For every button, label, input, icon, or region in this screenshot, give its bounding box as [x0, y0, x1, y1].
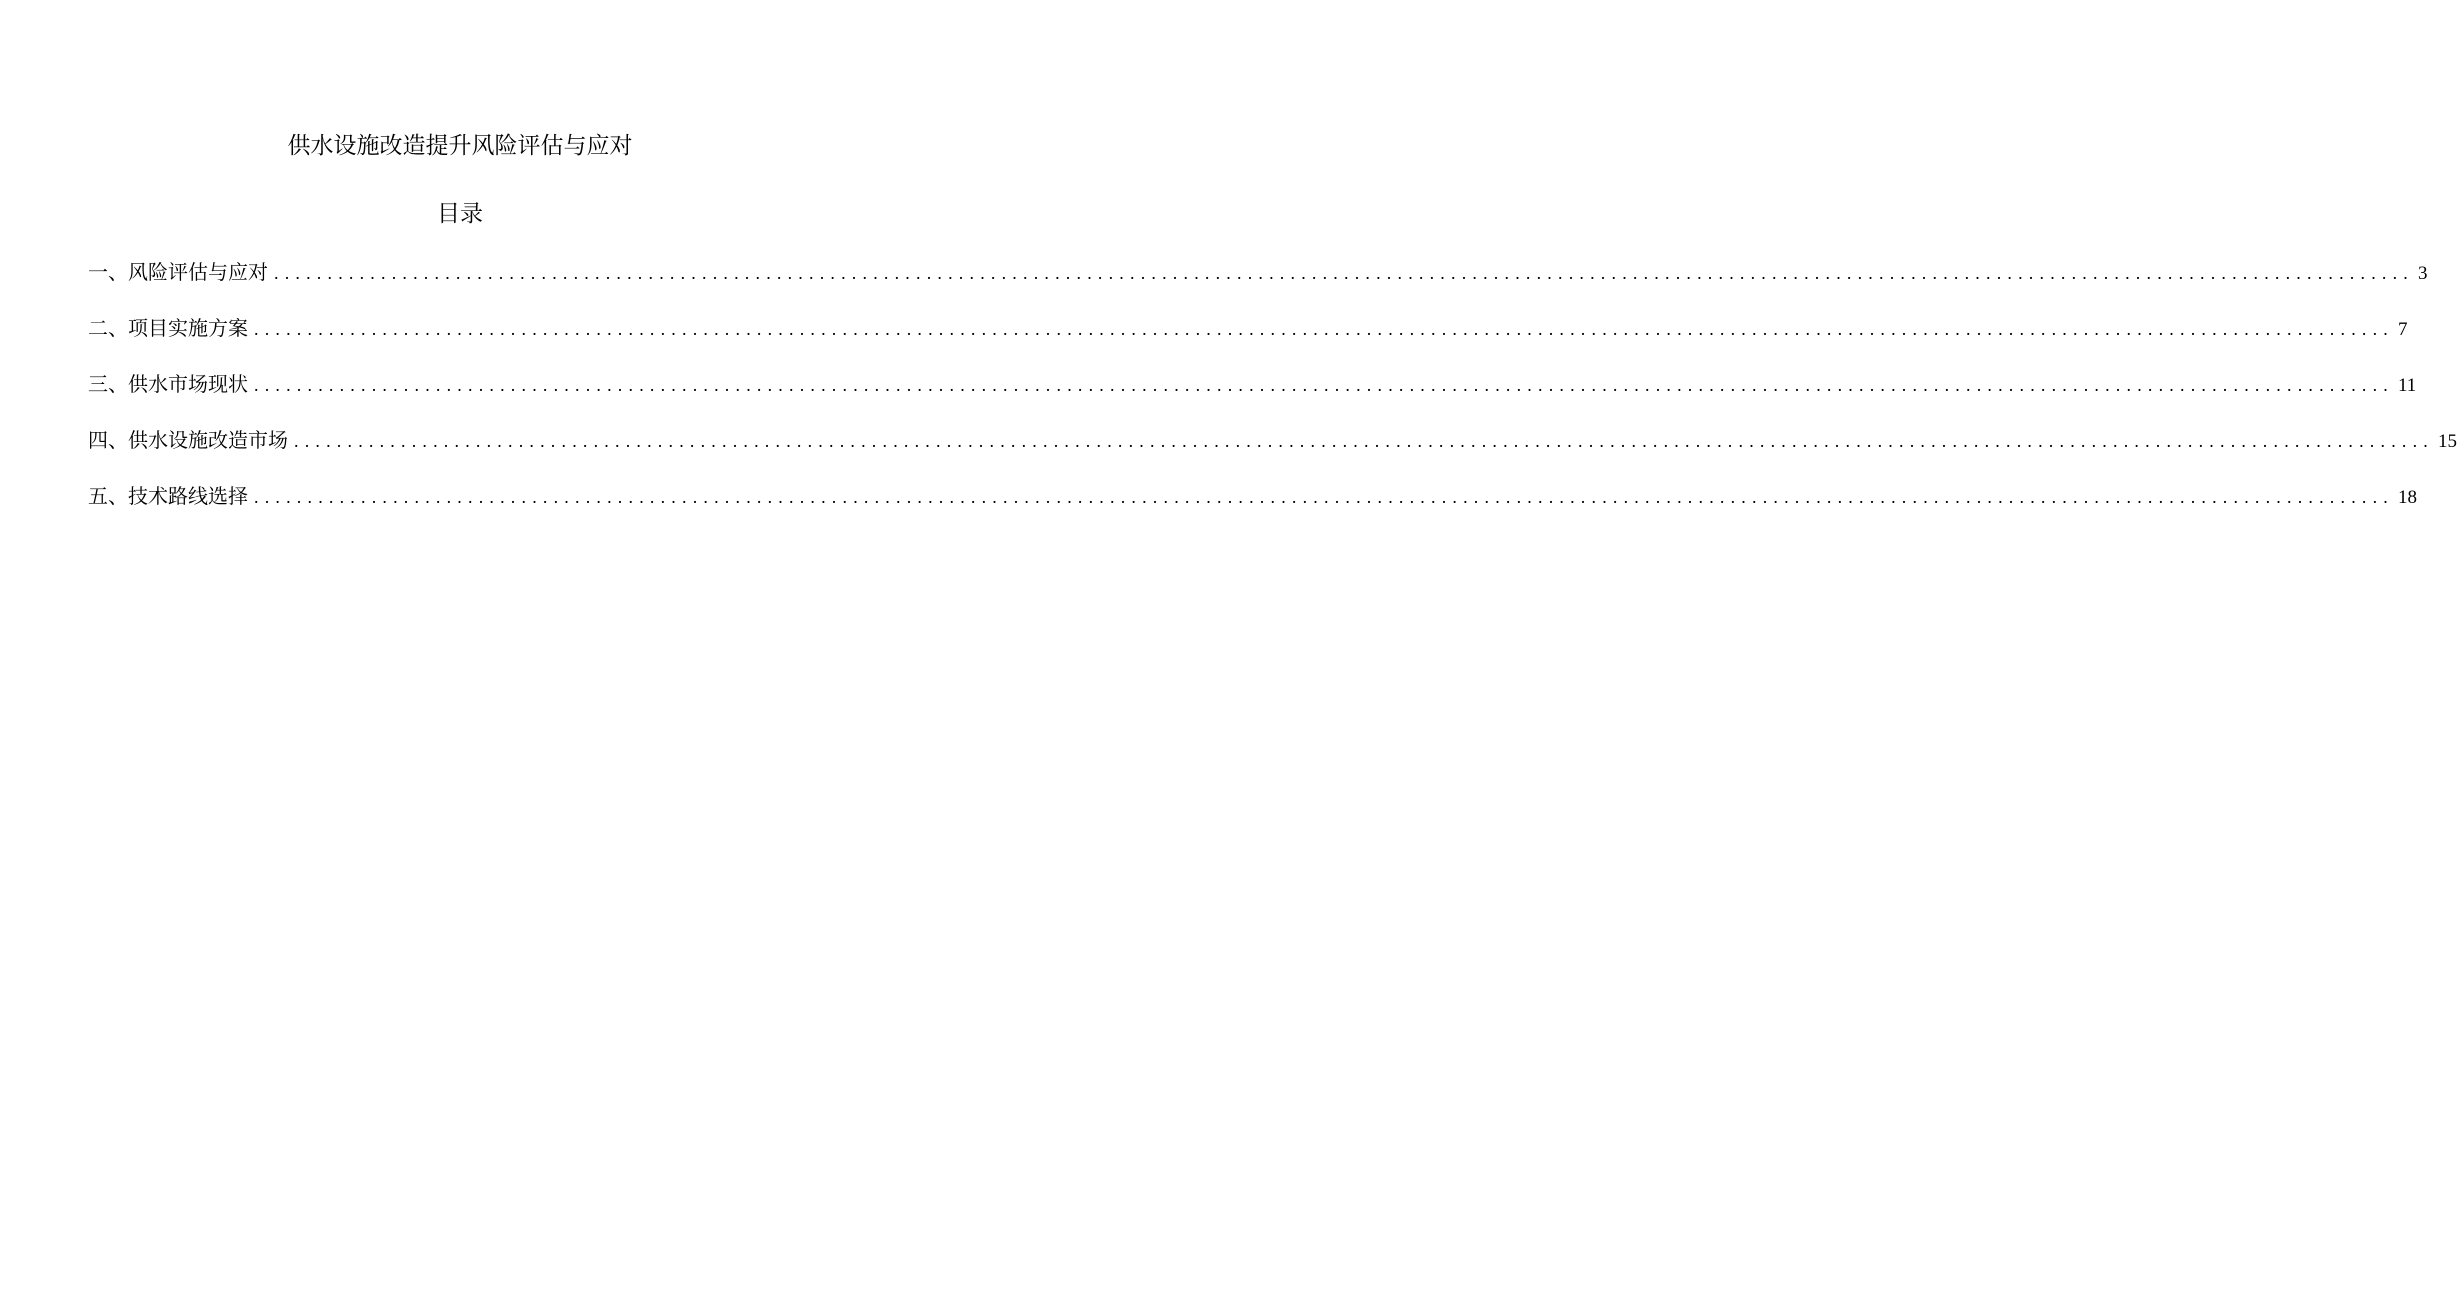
toc-entry-page: 15 — [2438, 431, 2457, 452]
toc-heading: 目录 — [437, 201, 483, 227]
toc-entry-label: 二、项目实施方案 — [88, 316, 248, 340]
toc-entry-page: 3 — [2418, 263, 2428, 284]
toc-dot-leader: ........................................................................................................................................................................................................ — [254, 319, 2394, 339]
toc-entry-label: 四、供水设施改造市场 — [88, 428, 288, 452]
toc-entry-label: 三、供水市场现状 — [88, 372, 248, 396]
toc-entry[interactable] — [88, 254, 2428, 310]
table-of-contents — [88, 254, 2457, 534]
toc-dot-leader: ........................................................................................................................................................................................................ — [254, 487, 2394, 507]
toc-entry[interactable] — [88, 366, 2417, 422]
toc-entry-label: 一、风险评估与应对 — [88, 260, 268, 284]
toc-entry-label: 五、技术路线选择 — [88, 484, 248, 508]
toc-entry[interactable] — [88, 422, 2457, 478]
toc-dot-leader: ........................................................................................................................................................................................................ — [274, 263, 2414, 283]
toc-entry[interactable] — [88, 478, 2417, 534]
toc-entry-page: 18 — [2398, 487, 2417, 508]
document-title: 供水设施改造提升风险评估与应对 — [287, 133, 633, 159]
toc-entry[interactable] — [88, 310, 2408, 366]
toc-entry-page: 7 — [2398, 319, 2408, 340]
toc-entry-page: 11 — [2398, 375, 2417, 396]
toc-dot-leader: ........................................................................................................................................................................................................ — [254, 375, 2394, 395]
toc-dot-leader: ........................................................................................................................................................................................................ — [294, 431, 2434, 451]
